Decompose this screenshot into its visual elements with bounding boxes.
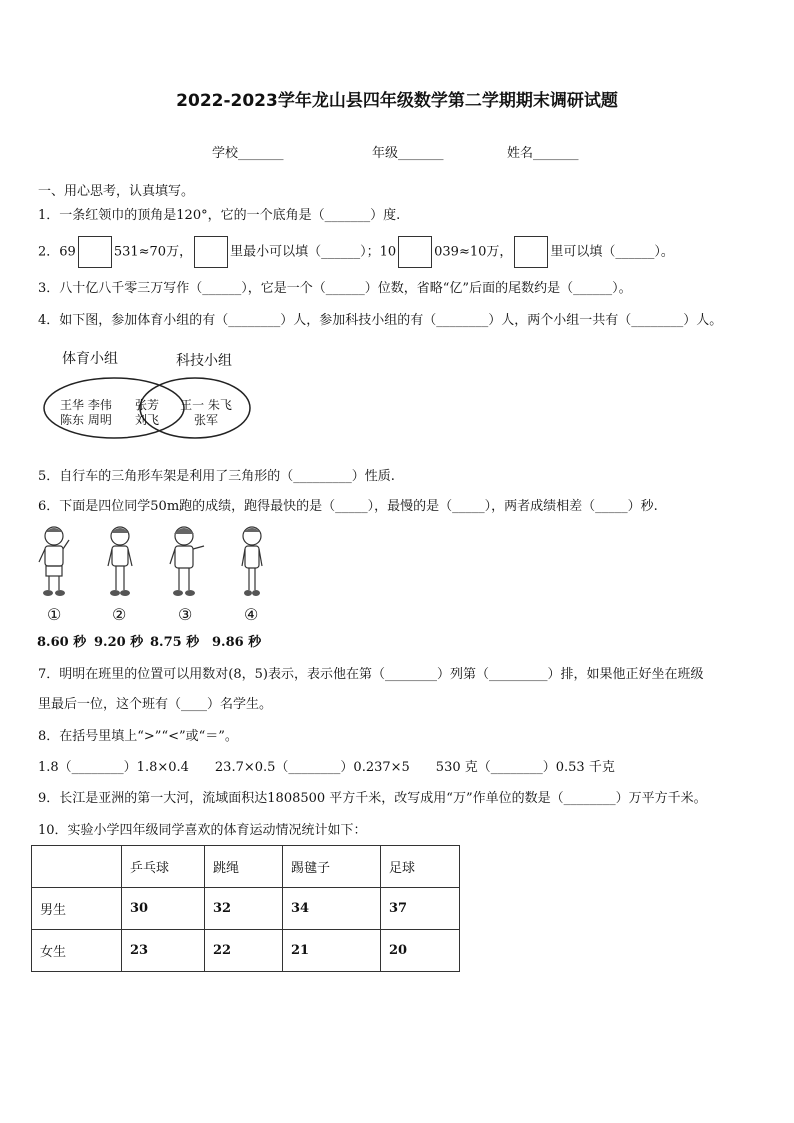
venn-right-names: 王一 朱飞 张军: [180, 398, 232, 427]
table-cell: 37: [381, 888, 460, 930]
table-cell: 20: [381, 930, 460, 972]
table-cell: 30: [122, 888, 205, 930]
question-8-comparisons: 1.8（________）1.8×0.4 23.7×0.5（________）0.237×5 530 克（________）0.53 千克: [38, 760, 615, 775]
runner-label-2: ②: [112, 605, 127, 624]
question-2: [38, 236, 674, 268]
question-1: 1．一条红领巾的顶角是120°，它的一个底角是（_______）度.: [38, 208, 401, 223]
table-cell: 34: [283, 888, 381, 930]
runner-time-2: 9.20 秒: [94, 635, 144, 650]
digit-box-2[interactable]: [194, 236, 228, 268]
runner-label-4: ④: [244, 605, 259, 624]
question-7-line2: 里最后一位，这个班有（____）名学生。: [38, 697, 273, 712]
venn-diagram: [40, 346, 255, 446]
table-cell: 22: [205, 930, 283, 972]
name-field: 姓名_______: [507, 146, 579, 161]
q2-part3: 里最小可以填（______）；10: [230, 244, 397, 260]
runner-label-3: ③: [178, 605, 193, 624]
q2-part4: 039≈10万，: [434, 244, 513, 260]
question-9: 9．长江是亚洲的第一大河，流域面积达1808500 平方千米，改写成用“万”作单位的数是（________）万平方千米。: [38, 791, 707, 806]
digit-box-4[interactable]: [514, 236, 548, 268]
question-6: 6．下面是四位同学50m跑的成绩，跑得最快的是（_____），最慢的是（_____），两者成绩相差（_____）秒.: [38, 499, 658, 514]
digit-box-3[interactable]: [398, 236, 432, 268]
table-header-cell: 跳绳: [205, 846, 283, 888]
runner-figure-4: [234, 524, 270, 598]
sports-table: [31, 845, 460, 972]
table-row: [32, 930, 460, 972]
runner-time-1: 8.60 秒: [37, 635, 87, 650]
question-4: 4．如下图，参加体育小组的有（________）人，参加科技小组的有（________）人，两个小组一共有（________）人。: [38, 313, 723, 328]
venn-middle-names: 张芳 刘飞: [135, 398, 160, 427]
grade-field: 年级_______: [372, 146, 444, 161]
sports-table-wrapper: [31, 845, 460, 972]
venn-left-names: 王华 李伟 陈东 周明: [60, 398, 112, 427]
table-header-cell: 足球: [381, 846, 460, 888]
digit-box-1[interactable]: [78, 236, 112, 268]
table-cell: 32: [205, 888, 283, 930]
boy-icon: [234, 524, 270, 598]
runner-figure-2: [102, 524, 138, 598]
boy-icon: [36, 524, 72, 598]
question-10: 10．实验小学四年级同学喜欢的体育运动情况统计如下：: [38, 823, 367, 838]
question-8: 8．在括号里填上“>”“<”或“＝”。: [38, 729, 238, 744]
runner-time-3: 8.75 秒: [150, 635, 200, 650]
school-field: 学校_______: [212, 146, 284, 161]
question-3: 3．八十亿八千零三万写作（______），它是一个（______）位数，省略“亿”后面的尾数约是（______）。: [38, 281, 632, 296]
table-header-cell: 乒乓球: [122, 846, 205, 888]
venn-right-title: 科技小组: [176, 353, 232, 369]
table-header-cell: 踢毽子: [283, 846, 381, 888]
runner-time-4: 9.86 秒: [212, 635, 262, 650]
runner-figure-3: [166, 524, 210, 598]
table-header-cell: [32, 846, 122, 888]
q2-part2: 531≈70万，: [113, 244, 193, 260]
table-cell: 女生: [32, 930, 122, 972]
boy-icon: [166, 524, 210, 598]
table-cell: 21: [283, 930, 381, 972]
table-row: [32, 888, 460, 930]
table-cell: 23: [122, 930, 205, 972]
question-5: 5．自行车的三角形车架是利用了三角形的（_________）性质.: [38, 469, 395, 484]
q2-part1: 2．69: [38, 244, 76, 260]
question-7-line1: 7．明明在班里的位置可以用数对(8，5)表示，表示他在第（________）列第（_________）排，如果他正好坐在班级: [38, 667, 704, 682]
section-heading: 一、用心思考，认真填写。: [38, 184, 195, 199]
page-title: 2022-2023学年龙山县四年级数学第二学期期末调研试题: [176, 91, 618, 111]
runner-figure-1: [36, 524, 72, 598]
boy-icon: [102, 524, 138, 598]
table-cell: 男生: [32, 888, 122, 930]
venn-left-title: 体育小组: [62, 351, 118, 367]
table-header-row: [32, 846, 460, 888]
q2-part5: 里可以填（______）。: [550, 244, 674, 260]
runner-label-1: ①: [47, 605, 62, 624]
